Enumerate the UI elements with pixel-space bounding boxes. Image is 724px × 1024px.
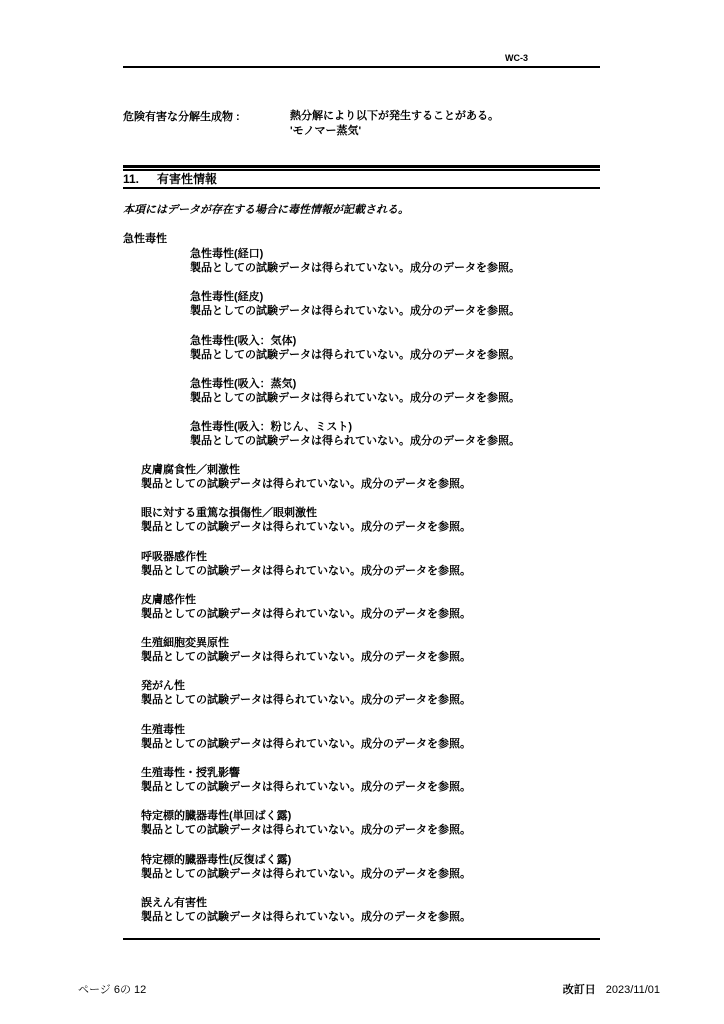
document-code: WC-3 (505, 53, 528, 63)
section-number: 11. (123, 172, 140, 186)
item-title: 呼吸器感作性 (141, 550, 207, 563)
item-title: 特定標的臓器毒性(反復ばく露) (141, 853, 292, 866)
stot-repeated-exposure-item (141, 853, 471, 881)
item-title: 急性毒性(吸入：気体) (190, 334, 297, 347)
footer-rule (123, 938, 600, 940)
aspiration-hazard-item (141, 896, 471, 924)
revision-date-value: 2023/11/01 (605, 984, 660, 996)
item-title: 発がん性 (141, 680, 185, 693)
acute-oral-item (190, 247, 520, 275)
item-text: 製品としての試験データは得られていない。成分のデータを参照。 (141, 867, 471, 880)
stot-single-exposure-item (141, 809, 471, 837)
item-text: 製品としての試験データは得られていない。成分のデータを参照。 (190, 262, 520, 274)
item-title: 誤えん有害性 (141, 896, 207, 909)
item-title: 眼に対する重篤な損傷性／眼刺激性 (141, 507, 317, 520)
item-title: 皮膚腐食性／刺激性 (141, 464, 240, 476)
item-text: 製品としての試験データは得られていない。成分のデータを参照。 (141, 781, 471, 794)
item-text: 製品としての試験データは得られていない。成分のデータを参照。 (190, 435, 520, 448)
decomposition-value (290, 109, 499, 139)
item-text: 製品としての試験データは得られていない。成分のデータを参照。 (141, 694, 471, 707)
item-title: 急性毒性(吸入：蒸気) (190, 377, 297, 390)
item-title: 生殖毒性・授乳影響 (141, 767, 240, 780)
item-title: 皮膚感作性 (141, 593, 196, 606)
item-text: 製品としての試験データは得られていない。成分のデータを参照。 (141, 564, 471, 577)
section-title-rule (123, 187, 600, 189)
item-text: 製品としての試験データは得られていない。成分のデータを参照。 (141, 521, 471, 534)
germ-cell-mutagenicity-item (141, 636, 471, 664)
decomposition-label: 危険有害な分解生成物 : (123, 111, 240, 123)
revision-date (563, 983, 660, 997)
item-title: 急性毒性(経口) (190, 248, 264, 260)
item-title: 特定標的臓器毒性(単回ばく露) (141, 810, 292, 823)
section-rule-thick (123, 165, 600, 168)
header-rule (123, 66, 600, 68)
item-title: 急性毒性(吸入：粉じん、ミスト) (190, 421, 352, 434)
skin-corrosion-item (141, 463, 471, 491)
item-text: 製品としての試験データは得られていない。成分のデータを参照。 (141, 607, 471, 620)
acute-dermal-item (190, 290, 520, 318)
reproductive-toxicity-item (141, 723, 471, 751)
item-text: 製品としての試験データは得られていない。成分のデータを参照。 (141, 737, 471, 750)
acute-inhalation-dust-mist-item (190, 420, 520, 448)
acute-toxicity-heading: 急性毒性 (123, 233, 167, 245)
decomposition-line-2: 'モノマー蒸気' (290, 125, 362, 137)
acute-inhalation-gas-item (190, 334, 520, 362)
skin-sensitization-item (141, 593, 471, 621)
section-rule-thin (123, 169, 600, 171)
item-text: 製品としての試験データは得られていない。成分のデータを参照。 (141, 824, 471, 837)
item-text: 製品としての試験データは得られていない。成分のデータを参照。 (141, 478, 471, 490)
item-text: 製品としての試験データは得られていない。成分のデータを参照。 (190, 305, 520, 318)
acute-inhalation-vapor-item (190, 377, 520, 405)
item-title: 急性毒性(経皮) (190, 291, 264, 304)
item-title: 生殖細胞変異原性 (141, 637, 229, 650)
section-note: 本項にはデータが存在する場合に毒性情報が記載される。 (123, 204, 409, 216)
eye-damage-item (141, 506, 471, 534)
item-text: 製品としての試験データは得られていない。成分のデータを参照。 (141, 910, 471, 923)
decomposition-line-1: 熱分解により以下が発生することがある。 (290, 110, 499, 122)
page-number: ページ 6の 12 (78, 984, 147, 996)
reproductive-toxicity-lactation-item (141, 766, 471, 794)
revision-label: 改訂日 (562, 984, 596, 996)
item-text: 製品としての試験データは得られていない。成分のデータを参照。 (141, 651, 471, 664)
item-text: 製品としての試験データは得られていない。成分のデータを参照。 (190, 391, 520, 404)
carcinogenicity-item (141, 679, 471, 707)
acute-toxicity-list (190, 247, 520, 463)
item-text: 製品としての試験データは得られていない。成分のデータを参照。 (190, 348, 520, 361)
section-title: 有害性情報 (157, 172, 218, 186)
respiratory-sensitization-item (141, 550, 471, 578)
item-title: 生殖毒性 (141, 723, 185, 736)
hazard-list (141, 463, 471, 939)
